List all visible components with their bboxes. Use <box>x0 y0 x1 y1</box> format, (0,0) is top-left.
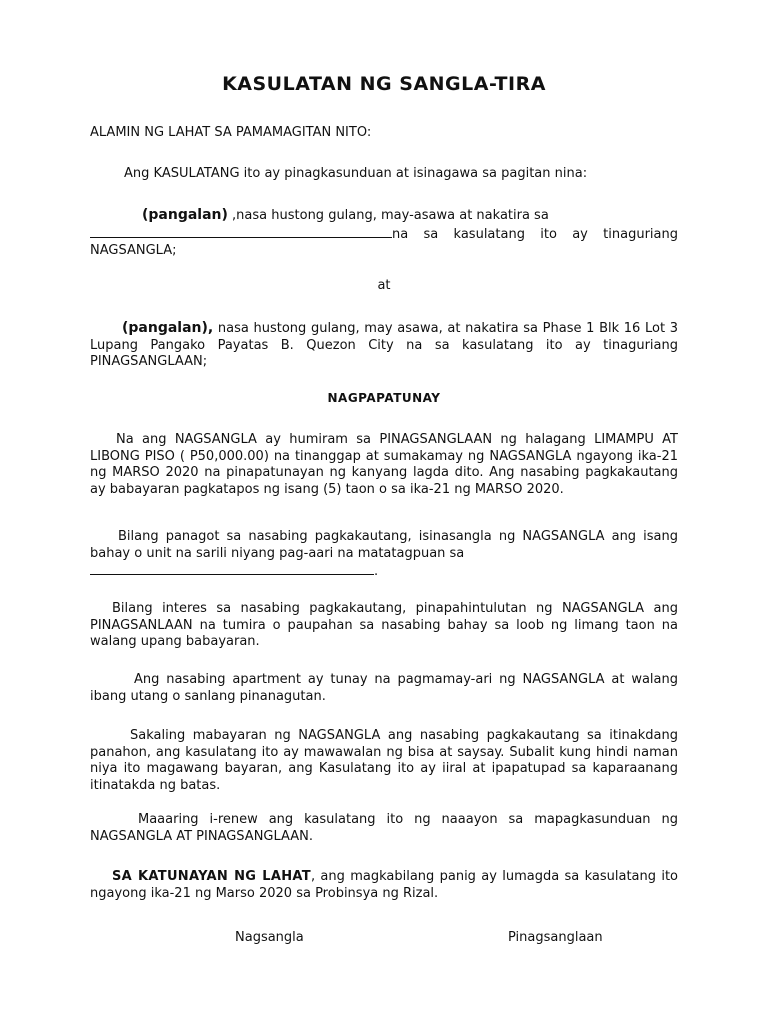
document-title: KASULATAN NG SANGLA-TIRA <box>222 73 546 95</box>
witness-text: , ang magkabilang panig ay lumagda sa kasulatang ito ngayong ika-21 ng Marso 2020 sa Probinsya ng Rizal. <box>90 869 678 901</box>
paragraph-interest: Bilang interes sa nasabing pagkakautang, pinapahintulutan ng NAGSANGLA ang PINAGSANLAAN na tumira o paupahan sa nasabing bahay sa loob ng limang taon na walang upang babayaran. <box>90 601 678 649</box>
and-word: at <box>377 278 391 293</box>
paragraph-ownership: Ang nasabing apartment ay tunay na pagmamay-ari ng NAGSANGLA at walang ibang utang o sanlang pinanagutan. <box>90 672 678 704</box>
party1-paragraph <box>90 207 678 260</box>
paragraph-collateral <box>90 529 678 581</box>
party2-name: (pangalan), <box>122 320 214 336</box>
section-heading: NAGPAPATUNAY <box>327 391 441 405</box>
witness-bold: SA KATUNAYAN NG LAHAT <box>112 869 311 884</box>
intro-paragraph: Ang KASULATANG ito ay pinagkasunduan at isinagawa sa pagitan nina: <box>124 166 588 181</box>
paragraph-renewal: Maaaring i-renew ang kasulatang ito ng naaayon sa mapagkasunduan ng NAGSANGLA AT PINAGSANGLAAN. <box>90 812 678 844</box>
party1-name: (pangalan) <box>142 207 228 223</box>
location-blank <box>90 562 374 575</box>
party2-paragraph <box>90 320 678 371</box>
paragraph-witness <box>90 869 678 902</box>
signature-label-mortgagor: Nagsangla <box>235 930 304 945</box>
party1-text-b: na sa kasulatang ito ay tinaguriang NAGSANGLA; <box>90 226 678 258</box>
greeting: ALAMIN NG LAHAT SA PAMAMAGITAN NITO: <box>90 125 372 140</box>
party2-text: nasa hustong gulang, may asawa, at nakatira sa Phase 1 Blk 16 Lot 3 Lupang Pangako Payatas B. Quezon City na sa kasulatang ito ay tinaguriang PINAGSANGLAAN; <box>90 321 678 369</box>
address-blank <box>90 225 392 238</box>
paragraph-payment: Sakaling mabayaran ng NAGSANGLA ang nasabing pagkakautang sa itinakdang panahon, ang kasulatang ito ay mawawalan ng bisa at saysay. Subalit kung hindi naman niya ito magawang bayaran, ang Kasulatang ito ay iiral at ipapatupad sa kaparaanang itinatakda ng batas. <box>90 728 678 793</box>
signature-label-mortgagee: Pinagsanglaan <box>508 930 603 945</box>
collateral-text: Bilang panagot sa nasabing pagkakautang, isinasangla ng NAGSANGLA ang isang bahay o unit na sarili niyang pag-aari na matatagpuan sa <box>90 529 678 561</box>
collateral-period: . <box>374 564 379 579</box>
paragraph-loan: Na ang NAGSANGLA ay humiram sa PINAGSANGLAAN ng halagang LIMAMPU AT LIBONG PISO ( P50,000.00) na tinanggap at sumakamay ng NAGSANGLA ngayong ika-21 ng MARSO 2020 na pinapatunayan ng kanyang lagda dito. Ang nasabing pagkakautang ay babayaran pagkatapos ng isang (5) taon o sa ika-21 ng MARSO 2020. <box>90 432 678 497</box>
party1-text-a: ,nasa hustong gulang, may-asawa at nakatira sa <box>227 208 549 223</box>
